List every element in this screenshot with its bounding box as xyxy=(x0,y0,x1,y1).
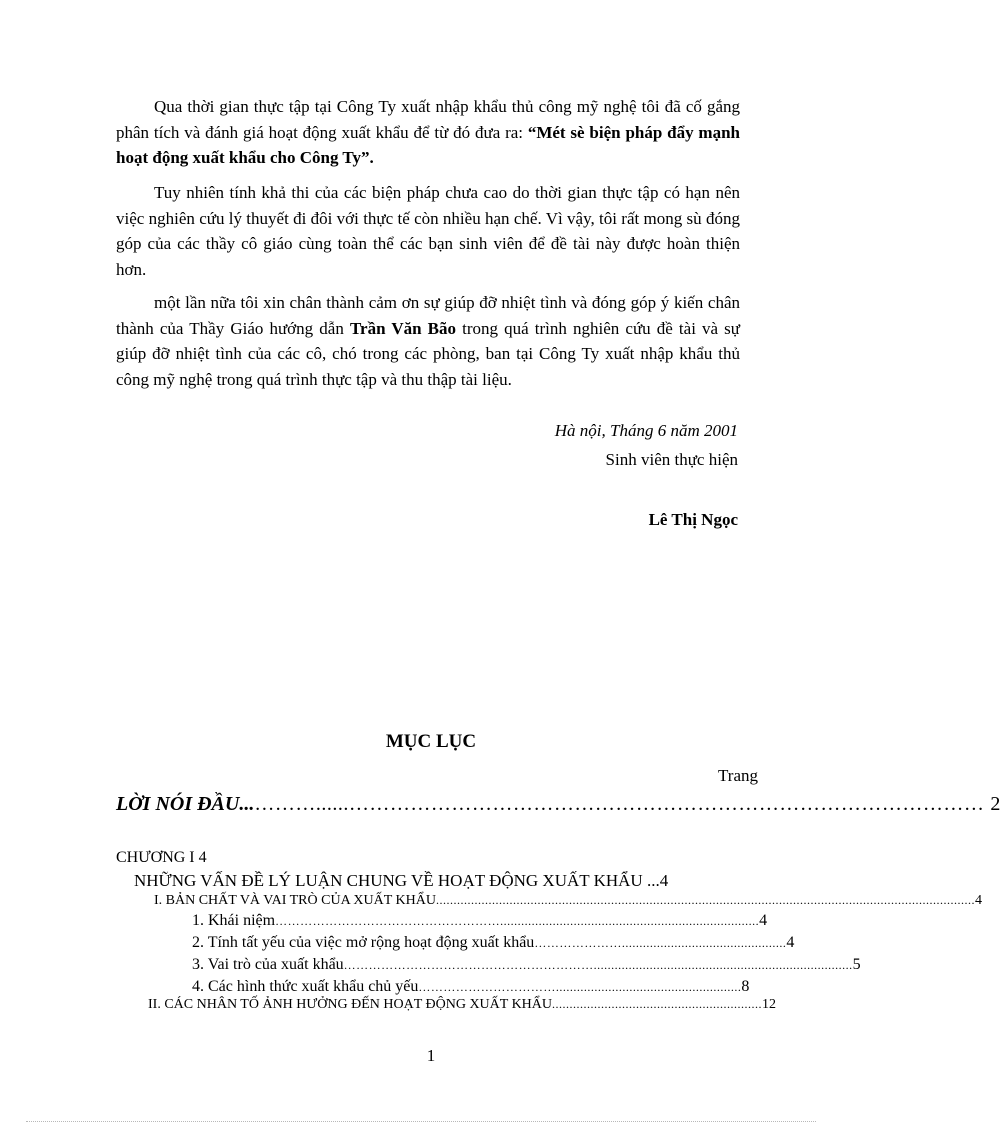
toc-entry[interactable] xyxy=(154,893,982,909)
toc-entry[interactable] xyxy=(192,912,768,930)
toc-entry[interactable] xyxy=(192,978,750,996)
toc-entry-page: 4 xyxy=(759,912,768,929)
toc-entry-page: 4 xyxy=(659,871,669,890)
toc-entry[interactable] xyxy=(192,934,795,952)
leader-dots: ………......………………………………………………………………………………… xyxy=(254,793,985,815)
page-number: 1 xyxy=(426,1046,436,1065)
toc-entry-text: NHỮNG VẤN ĐỀ LÝ LUẬN CHUNG VỀ HOẠT ĐỘNG XUẤT KHẨU ... xyxy=(134,871,660,890)
toc-entry[interactable] xyxy=(192,956,861,974)
ack-p3-text-pre: một lần nữa tôi xin chân thành cảm ơn sự giúp đỡ nhiệt tình và đóng góp ý kiến chân thành của Thầy Giáo hướng dẫn xyxy=(116,293,740,338)
signer-role: Sinh viên thực hiện xyxy=(605,450,738,469)
toc-entry-page: 4 xyxy=(786,934,795,951)
toc-entry-text: 3. Vai trò của xuất khẩu xyxy=(192,956,344,973)
toc-entry-text: I. BẢN CHẤT VÀ VAI TRÒ CỦA XUẤT KHẨU xyxy=(154,893,436,908)
advisor-name: Trần Văn Bão xyxy=(349,318,457,338)
toc-intro-entry[interactable] xyxy=(116,793,1000,816)
leader-dots: ……………………………..................................................... xyxy=(418,980,742,994)
toc-chapter: CHƯƠNG I 4 xyxy=(116,849,207,866)
ack-paragraph-2: Tuy nhiên tính khả thi của các biện pháp chưa cao do thời gian thực tập có hạn nên việc nghiên cứu lý thuyết đi đôi với thực tế còn nhiều hạn chế. Vì vậy, tôi rất mong sù đóng góp của các thầy cô giáo cùng toàn thể các bạn sinh viên để đề tài này được hoàn thiện hơn. xyxy=(116,183,740,279)
leader-dots: …………………………………………………….......................................................................... xyxy=(343,958,853,972)
ack-p3-text-post: trong quá trình nghiên cứu đề tài và sự giúp đỡ nhiệt tình của các cô, chó trong các phòng, ban tại Công Ty xuất nhập khẩu thủ công mỹ nghệ trong quá trình thực tập và thu thập tài liệu. xyxy=(116,318,741,389)
leader-dots: .......................................................................................................................................................... xyxy=(435,893,975,907)
toc-entry-page: 5 xyxy=(852,956,861,973)
place-date: Hà nội, Tháng 6 năm 2001 xyxy=(554,421,738,440)
toc-entry-page: 4 xyxy=(974,893,982,908)
toc-intro-page: 2 xyxy=(990,793,1000,815)
toc-entry-text: 2. Tính tất yếu của việc mở rộng hoạt động xuất khẩu xyxy=(192,934,535,951)
ack-p1-text: Qua thời gian thực tập tại Công Ty xuất nhập khẩu thủ công mỹ nghệ tôi đã cố gắng phân tích và đánh giá hoạt động xuất khẩu để từ đó đưa ra: xyxy=(116,97,740,142)
toc-entry[interactable] xyxy=(134,871,738,891)
toc-intro-label: LỜI NÓI ĐẦU... xyxy=(116,793,255,815)
signer-name: Lê Thị Ngọc xyxy=(648,510,738,529)
toc-entry-page: 12 xyxy=(762,997,777,1012)
ack-paragraph-3 xyxy=(116,290,740,392)
toc-page-header: Trang xyxy=(718,766,758,785)
leader-dots: …………………............................................... xyxy=(534,936,787,950)
ack-paragraph-1 xyxy=(116,94,740,171)
leader-dots: ……………………………………………….......................................................................... xyxy=(275,914,760,928)
toc-entry-page: 8 xyxy=(741,978,750,995)
toc-entry-text: II. CÁC NHÂN TỐ ẢNH HƯỞNG ĐẾN HOẠT ĐỘNG XUẤT KHẨU xyxy=(148,997,553,1012)
toc-entry-text: 4. Các hình thức xuất khẩu chủ yếu xyxy=(192,978,419,995)
toc-entry[interactable] xyxy=(148,997,777,1013)
toc-title: MỤC LỤC xyxy=(385,731,477,752)
toc-entry-text: 1. Khái niệm xyxy=(192,912,276,929)
page-break-divider xyxy=(26,1121,816,1122)
thesis-title: “Mét sè biện pháp đẩy mạnh hoạt động xuất khẩu cho Công Ty”. xyxy=(116,122,740,168)
leader-dots: ............................................................ xyxy=(552,997,763,1011)
